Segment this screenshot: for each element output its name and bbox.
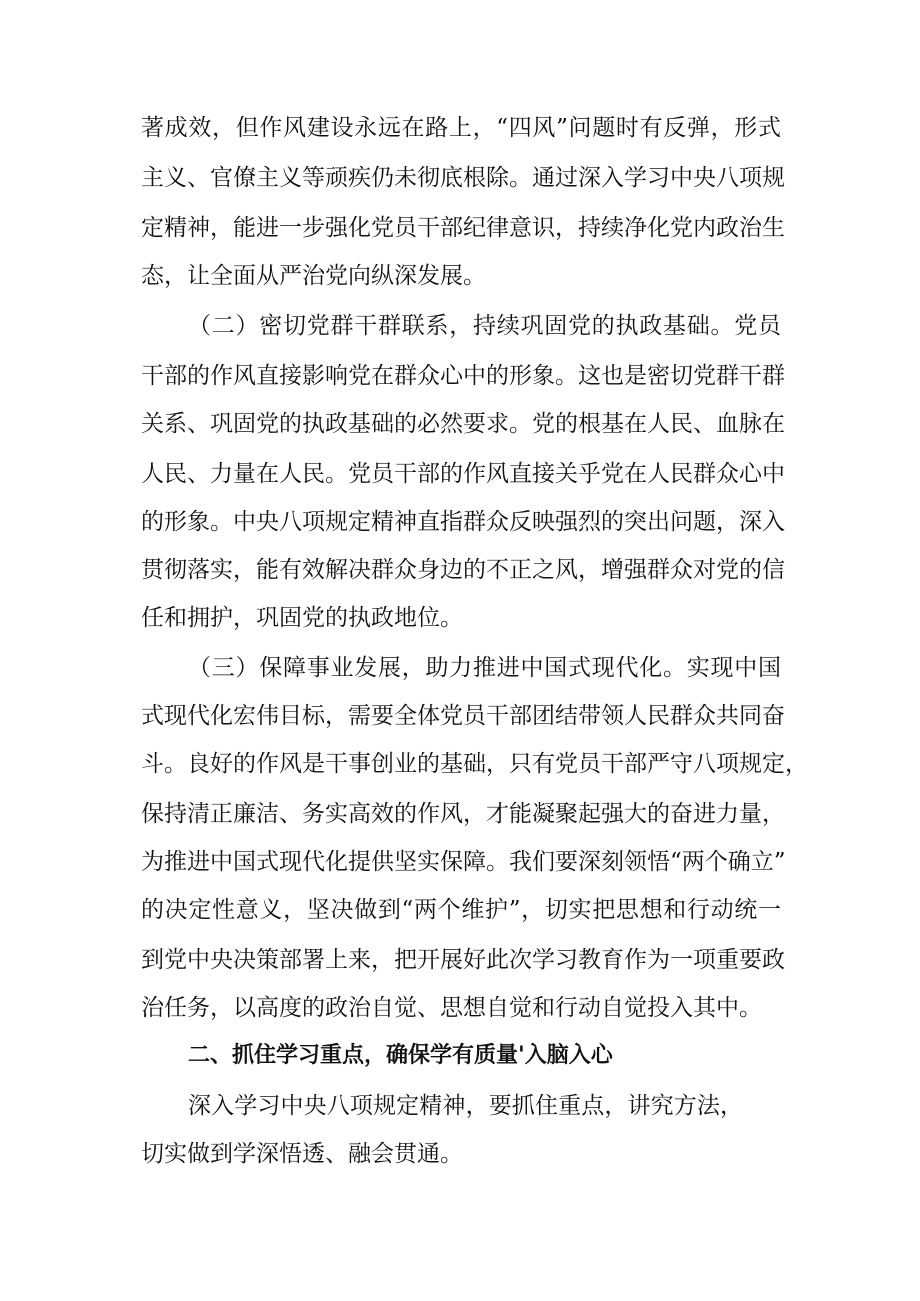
text-line: 的形象。中央八项规定精神直指群众反映强烈的突出问题，深入 [141, 509, 785, 535]
text-line: 深入学习中央八项规定精神，要抓住重点，讲究方法， [188, 1093, 743, 1119]
text-line: 著成效，但作风建设永远在路上，“四风”问题时有反弹，形式 [141, 115, 781, 141]
text-line: 斗。良好的作风是干事创业的基础，只有党员干部严守八项规定， [141, 751, 808, 777]
text-line: 式现代化宏伟目标，需要全体党员干部团结带领人民群众共同奋 [141, 703, 785, 729]
text-line: （二）密切党群干群联系，持续巩固党的执政基础。党员 [188, 313, 781, 339]
text-line: 主义、官僚主义等顽疾仍未彻底根除。通过深入学习中央八项规 [141, 165, 785, 191]
text-line: 干部的作风直接影响党在群众心中的形象。这也是密切党群干群 [141, 363, 785, 389]
text-line: 定精神，能进一步强化党员干部纪律意识，持续净化党内政治生 [141, 215, 785, 241]
text-line: 的决定性意义，坚决做到“两个维护”，切实把思想和行动统一 [141, 897, 781, 923]
text-line: 保持清正廉洁、务实高效的作风，才能凝聚起强大的奋进力量， [141, 801, 785, 827]
text-line: （三）保障事业发展，助力推进中国式现代化。实现中国 [188, 655, 781, 681]
text-line: 态，让全面从严治党向纵深发展。 [141, 263, 486, 289]
text-line: 治任务，以高度的政治自觉、思想自觉和行动自觉投入其中。 [141, 995, 762, 1021]
text-line: 关系、巩固党的执政基础的必然要求。党的根基在人民、血脉在 [141, 411, 785, 437]
text-line: 为推进中国式现代化提供坚实保障。我们要深刻领悟“两个确立” [141, 849, 786, 875]
text-line: 到党中央决策部署上来，把开展好此次学习教育作为一项重要政 [141, 947, 785, 973]
text-line: 人民、力量在人民。党员干部的作风直接关乎党在人民群众心中 [141, 461, 785, 487]
text-line: 贯彻落实，能有效解决群众身边的不正之风，增强群众对党的信 [141, 557, 785, 583]
text-line: 切实做到学深悟透、融会贯通。 [141, 1141, 463, 1167]
text-line: 任和拥护，巩固党的执政地位。 [141, 605, 463, 631]
section-heading: 二、抓住学习重点，确保学有质量'入脑入心 [188, 1043, 613, 1068]
